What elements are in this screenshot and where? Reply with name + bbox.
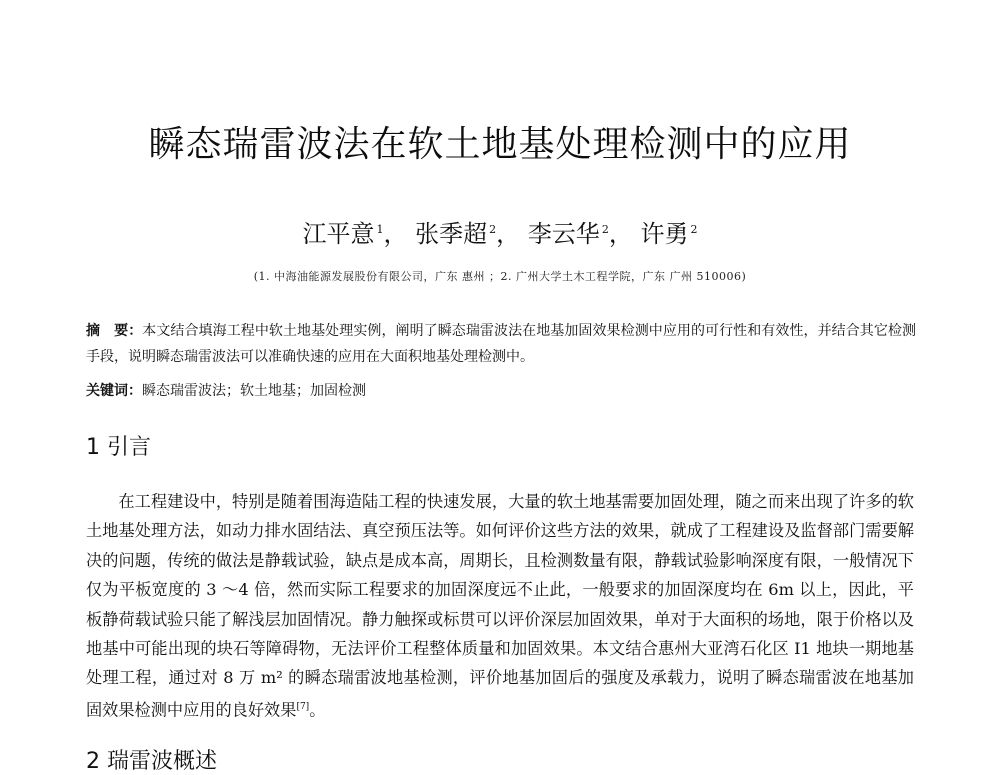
author-name: 许勇 (640, 220, 689, 248)
paragraph-text: 在工程建设中，特别是随着围海造陆工程的快速发展，大量的软土地基需要加固处理，随之而来出现了许多的软土地基处理方法，如动力排水固结法、真空预压法等。如何评价这些方法的效果，就成了工程建设及监督部门需要解决的问题，传统的做法是静载试验，缺点是成本高，周期长，且检测数量有限，静载试验影响深度有限，一般情况下仅为平板宽度的 3 ～4 倍，然而实际工程要求的加固深度远不止此，一般要求的加固深度均在 6m 以上，因此，平板静荷载试验只能了解浅层加固情况。静力触探或标贯可以评价深层加固效果，单对于大面积的场地，限于价格以及地基中可能出现的块石等障碍物，无法评价工程整体质量和加固效果。本文结合惠州大亚湾石化区 I1 地块一期地基处理工程，通过对 8 万 m² 的瞬态瑞雷波地基检测，评价地基加固后的强度及承载力，说明了瞬态瑞雷波在地基加固效果检测中应用的良好效果 (86, 492, 914, 720)
author-name: 李云华 (527, 220, 600, 248)
paper-title: 瞬态瑞雷波法在软土地基处理检测中的应用 (148, 124, 852, 165)
affiliation: (1. 中海油能源发展股份有限公司，广东 惠州 ；2. 广州大学土木工程学院，广东 广州 510006) (253, 270, 747, 283)
author-affiliation-mark: 2 (690, 223, 698, 236)
keywords (86, 378, 916, 404)
author-affiliation-mark: 1 (376, 223, 384, 236)
author-separator: ， (383, 220, 408, 248)
citation-reference: [7] (296, 701, 310, 712)
keywords-label: 关键词： (86, 383, 142, 399)
author-name: 张季超 (415, 220, 488, 248)
section-heading-introduction: 1 引言 (86, 435, 151, 460)
author-list (0, 214, 1000, 249)
author-separator: ， (496, 220, 521, 248)
author-affiliation-mark: 2 (601, 223, 609, 236)
author-affiliation-mark: 2 (489, 223, 497, 236)
author-separator: ， (608, 220, 633, 248)
section-heading-rayleigh-wave: 2 瑞雷波概述 (86, 749, 217, 774)
abstract-text: 本文结合填海工程中软土地基处理实例，阐明了瞬态瑞雷波法在地基加固效果检测中应用的可行性和有效性，并结合其它检测手段，说明瞬态瑞雷波法可以准确快速的应用在大面积地基处理检测中。 (86, 323, 917, 365)
paragraph-end: 。 (309, 700, 326, 720)
abstract-label: 摘 要： (86, 323, 143, 339)
abstract (86, 318, 916, 370)
introduction-paragraph (86, 487, 914, 725)
keywords-text: 瞬态瑞雷波法；软土地基；加固检测 (142, 383, 366, 399)
author-name: 江平意 (302, 220, 375, 248)
